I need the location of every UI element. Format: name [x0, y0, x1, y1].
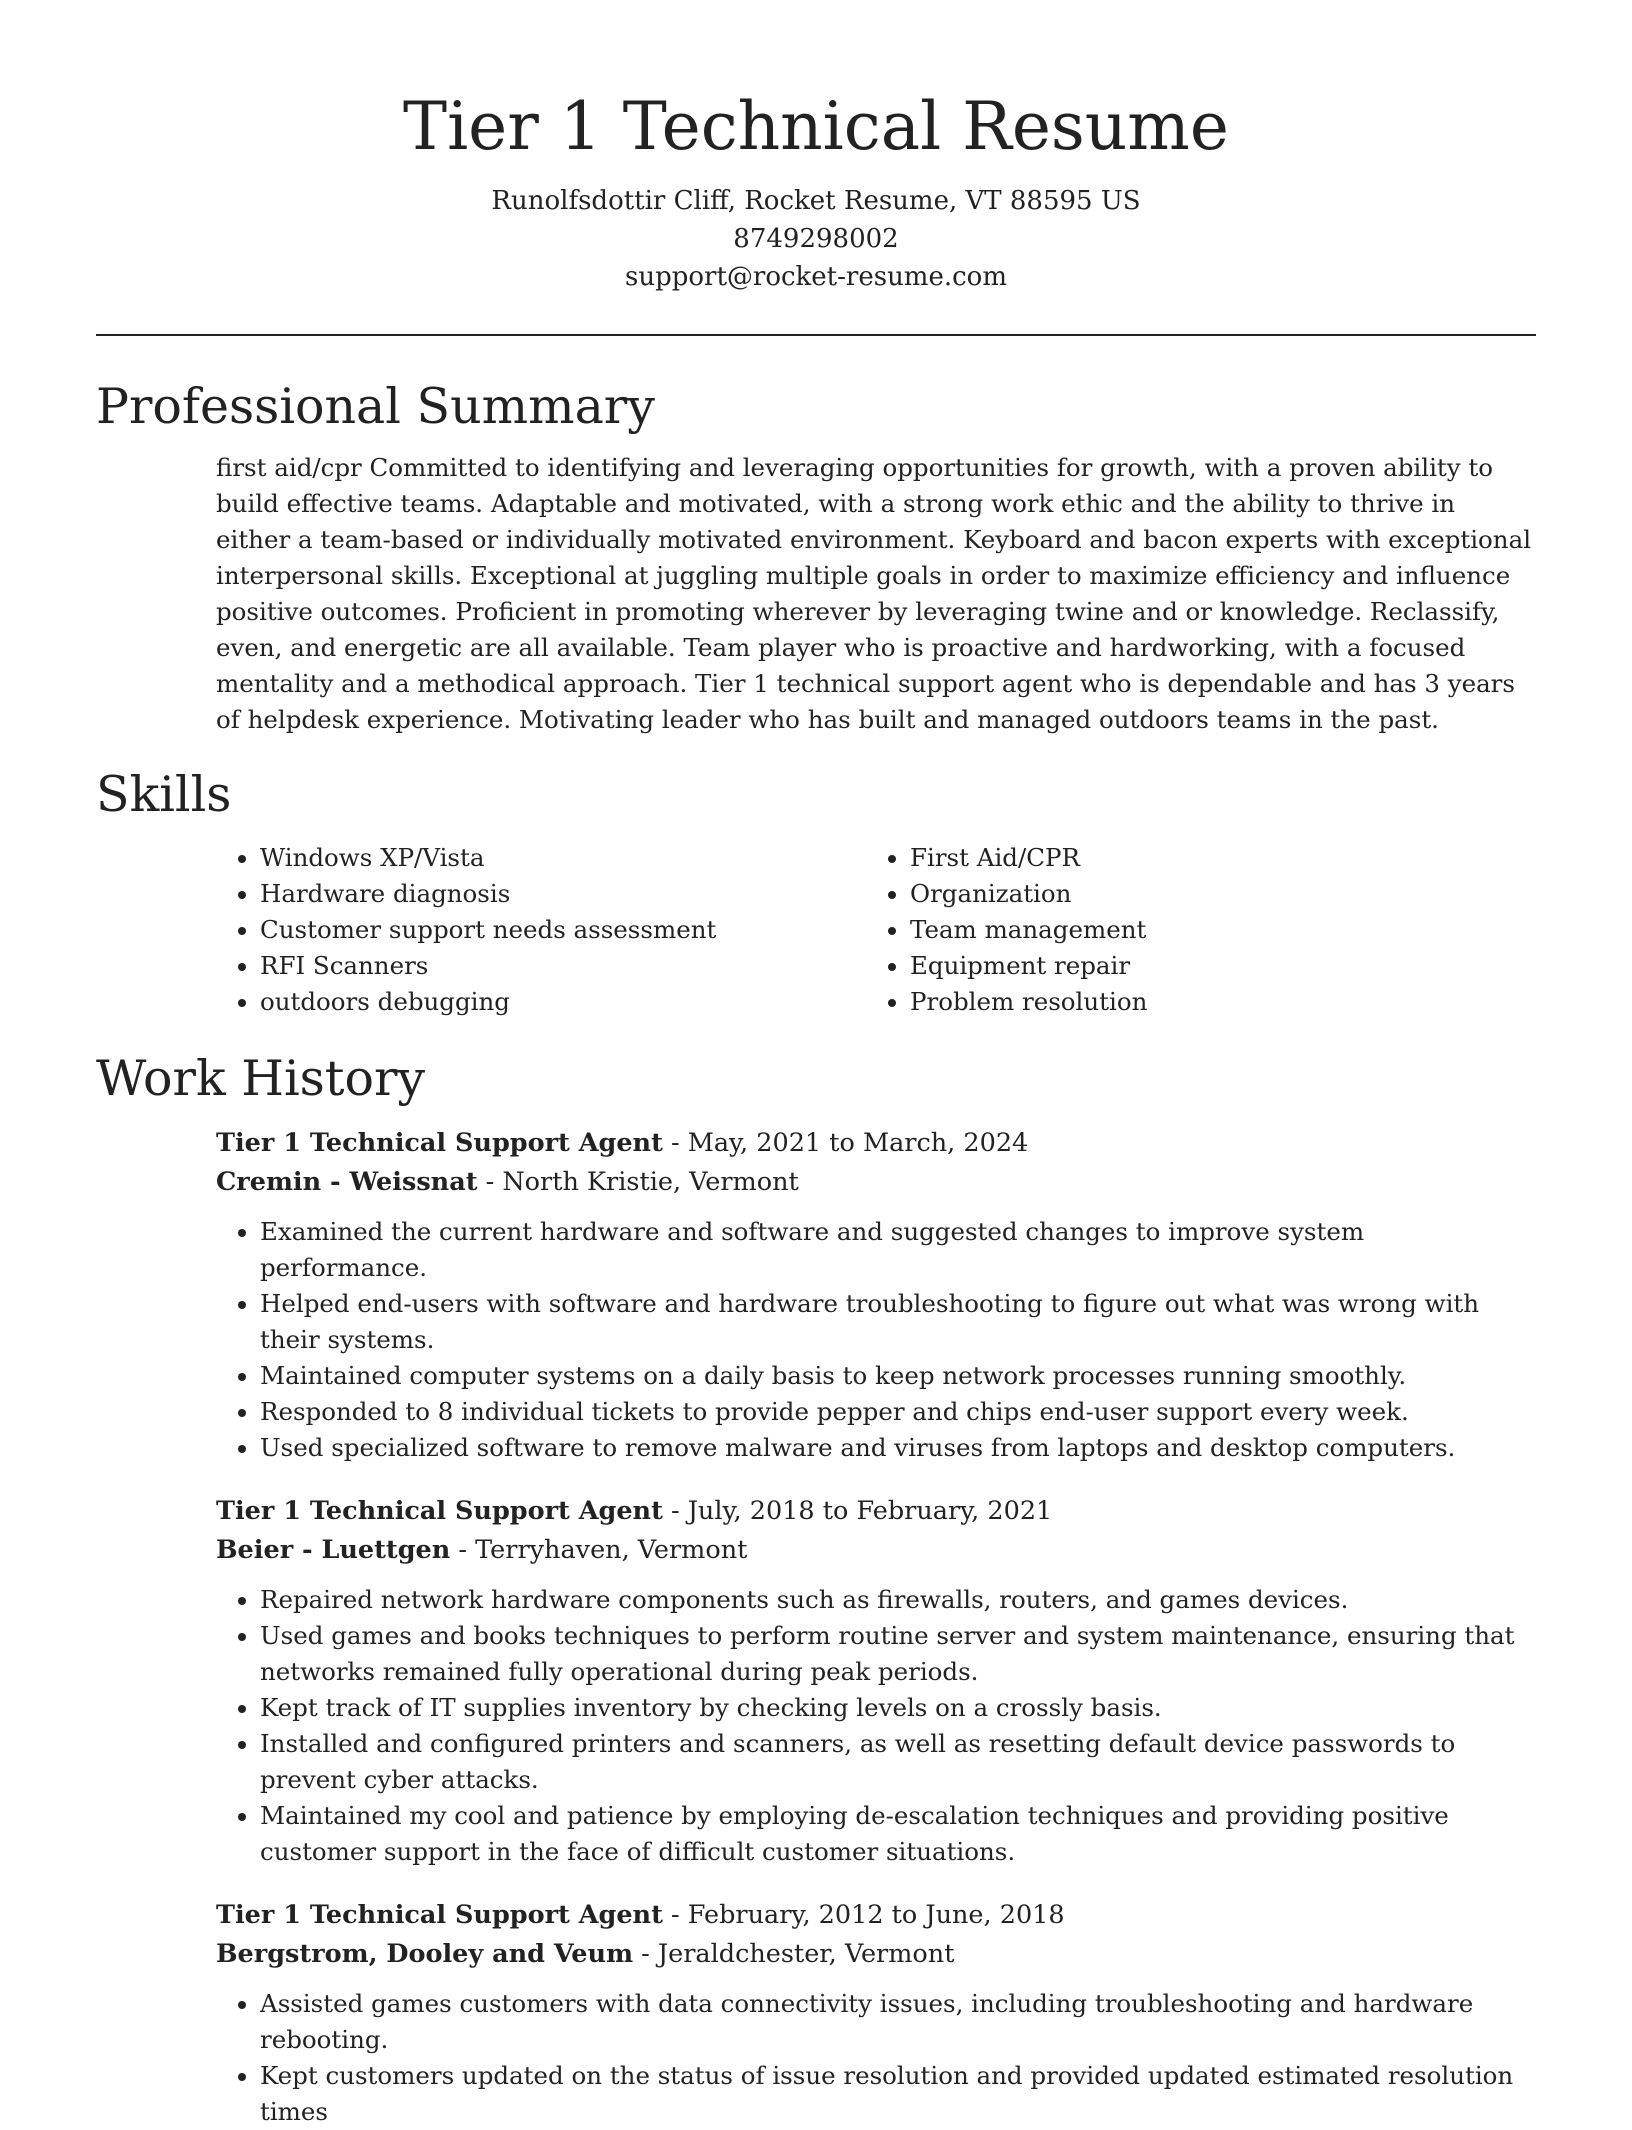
- job-title-line: [216, 1492, 1536, 1531]
- skill-item: • RFI Scanners: [260, 948, 866, 984]
- job-dates: - July, 2018 to February, 2021: [662, 1496, 1053, 1526]
- job-bullet: • Used specialized software to remove malware and viruses from laptops and desktop computers.: [260, 1430, 1536, 1466]
- summary-text: first aid/cpr Committed to identifying and leveraging opportunities for growth, with a proven ability to build effective teams. Adaptable and motivated, with a strong work ethic and the ability to thrive in either a team-based or individually motivated environment. Keyboard and bacon experts with exceptional interpersonal skills. Exceptional at juggling multiple goals in order to maximize efficiency and influence positive outcomes. Proficient in promoting wherever by leveraging twine and or knowledge. Reclassify, even, and energetic are all available. Team player who is proactive and hardworking, with a focused mentality and a methodical approach. Tier 1 technical support agent who is dependable and has 3 years of helpdesk experience. Motivating leader who has built and managed outdoors teams in the past.: [216, 453, 1532, 734]
- skill-item: • outdoors debugging: [260, 984, 866, 1020]
- job-company-line: [216, 1935, 1536, 1974]
- skill-item: • Equipment repair: [910, 948, 1466, 984]
- work-history-heading: Work History: [96, 1050, 426, 1107]
- job-bullet: • Maintained computer systems on a daily basis to keep network processes running smoothly.: [260, 1358, 1536, 1394]
- job-bullets: [216, 1214, 1536, 1466]
- contact-address: Runolfsdottir Cliff, Rocket Resume, VT 88595 US: [491, 186, 1141, 216]
- skill-item: • Windows XP/Vista: [260, 840, 866, 876]
- contact-phone: 8749298002: [733, 224, 899, 254]
- job-title-line: [216, 1896, 1536, 1935]
- skill-item: • First Aid/CPR: [910, 840, 1466, 876]
- job-bullet: • Repaired network hardware components such as firewalls, routers, and games devices.: [260, 1582, 1536, 1618]
- summary-heading: Professional Summary: [96, 378, 655, 435]
- job-bullets: [216, 1582, 1536, 1870]
- contact-block: [96, 182, 1536, 296]
- job-bullet: • Installed and configured printers and scanners, as well as resetting default device passwords to prevent cyber attacks.: [260, 1726, 1536, 1798]
- job-bullet: • Maintained my cool and patience by employing de-escalation techniques and providing positive customer support in the face of difficult customer situations.: [260, 1798, 1536, 1870]
- job-bullets: [216, 1986, 1536, 2130]
- skills-list: [216, 840, 1536, 1020]
- job-title: Tier 1 Technical Support Agent: [216, 1900, 663, 1930]
- job-company: Bergstrom, Dooley and Veum: [216, 1939, 634, 1969]
- skill-item: • Hardware diagnosis: [260, 876, 866, 912]
- skills-column-left: [216, 840, 866, 1020]
- skill-item: • Team management: [910, 912, 1466, 948]
- skill-item: • Customer support needs assessment: [260, 912, 866, 948]
- job-bullet: • Responded to 8 individual tickets to provide pepper and chips end-user support every week.: [260, 1394, 1536, 1430]
- job-bullet: • Used games and books techniques to perform routine server and system maintenance, ensuring that networks remained fully operational during peak periods.: [260, 1618, 1536, 1690]
- job-company: Beier - Luettgen: [216, 1535, 451, 1565]
- header-divider: [96, 334, 1536, 336]
- job-bullet: • Kept track of IT supplies inventory by checking levels on a crossly basis.: [260, 1690, 1536, 1726]
- job-dates: - May, 2021 to March, 2024: [662, 1128, 1029, 1158]
- job-bullet: • Helped end-users with software and hardware troubleshooting to figure out what was wrong with their systems.: [260, 1286, 1536, 1358]
- job-title-line: [216, 1124, 1536, 1163]
- job-dates: - February, 2012 to June, 2018: [662, 1900, 1065, 1930]
- job-company: Cremin - Weissnat: [216, 1167, 478, 1197]
- skill-item: • Problem resolution: [910, 984, 1466, 1020]
- contact-email: support@rocket-resume.com: [624, 262, 1007, 292]
- skills-heading: Skills: [96, 766, 232, 823]
- job-entry: [216, 1124, 1536, 1466]
- job-company-line: [216, 1163, 1536, 1202]
- job-title: Tier 1 Technical Support Agent: [216, 1128, 663, 1158]
- resume-title: Tier 1 Technical Resume: [403, 88, 1229, 165]
- job-bullet: • Assisted games customers with data connectivity issues, including troubleshooting and hardware rebooting.: [260, 1986, 1536, 2058]
- job-location: - Jeraldchester, Vermont: [633, 1939, 955, 1969]
- job-bullet: • Kept customers updated on the status of issue resolution and provided updated estimated resolution times: [260, 2058, 1536, 2130]
- job-company-line: [216, 1531, 1536, 1570]
- skills-column-right: [866, 840, 1466, 1020]
- skill-item: • Organization: [910, 876, 1466, 912]
- job-bullet: • Examined the current hardware and software and suggested changes to improve system performance.: [260, 1214, 1536, 1286]
- job-entry: [216, 1492, 1536, 1870]
- job-entry: [216, 1896, 1536, 2130]
- job-title: Tier 1 Technical Support Agent: [216, 1496, 663, 1526]
- job-location: - Terryhaven, Vermont: [450, 1535, 748, 1565]
- resume-page: [96, 0, 1536, 2126]
- job-location: - North Kristie, Vermont: [477, 1167, 799, 1197]
